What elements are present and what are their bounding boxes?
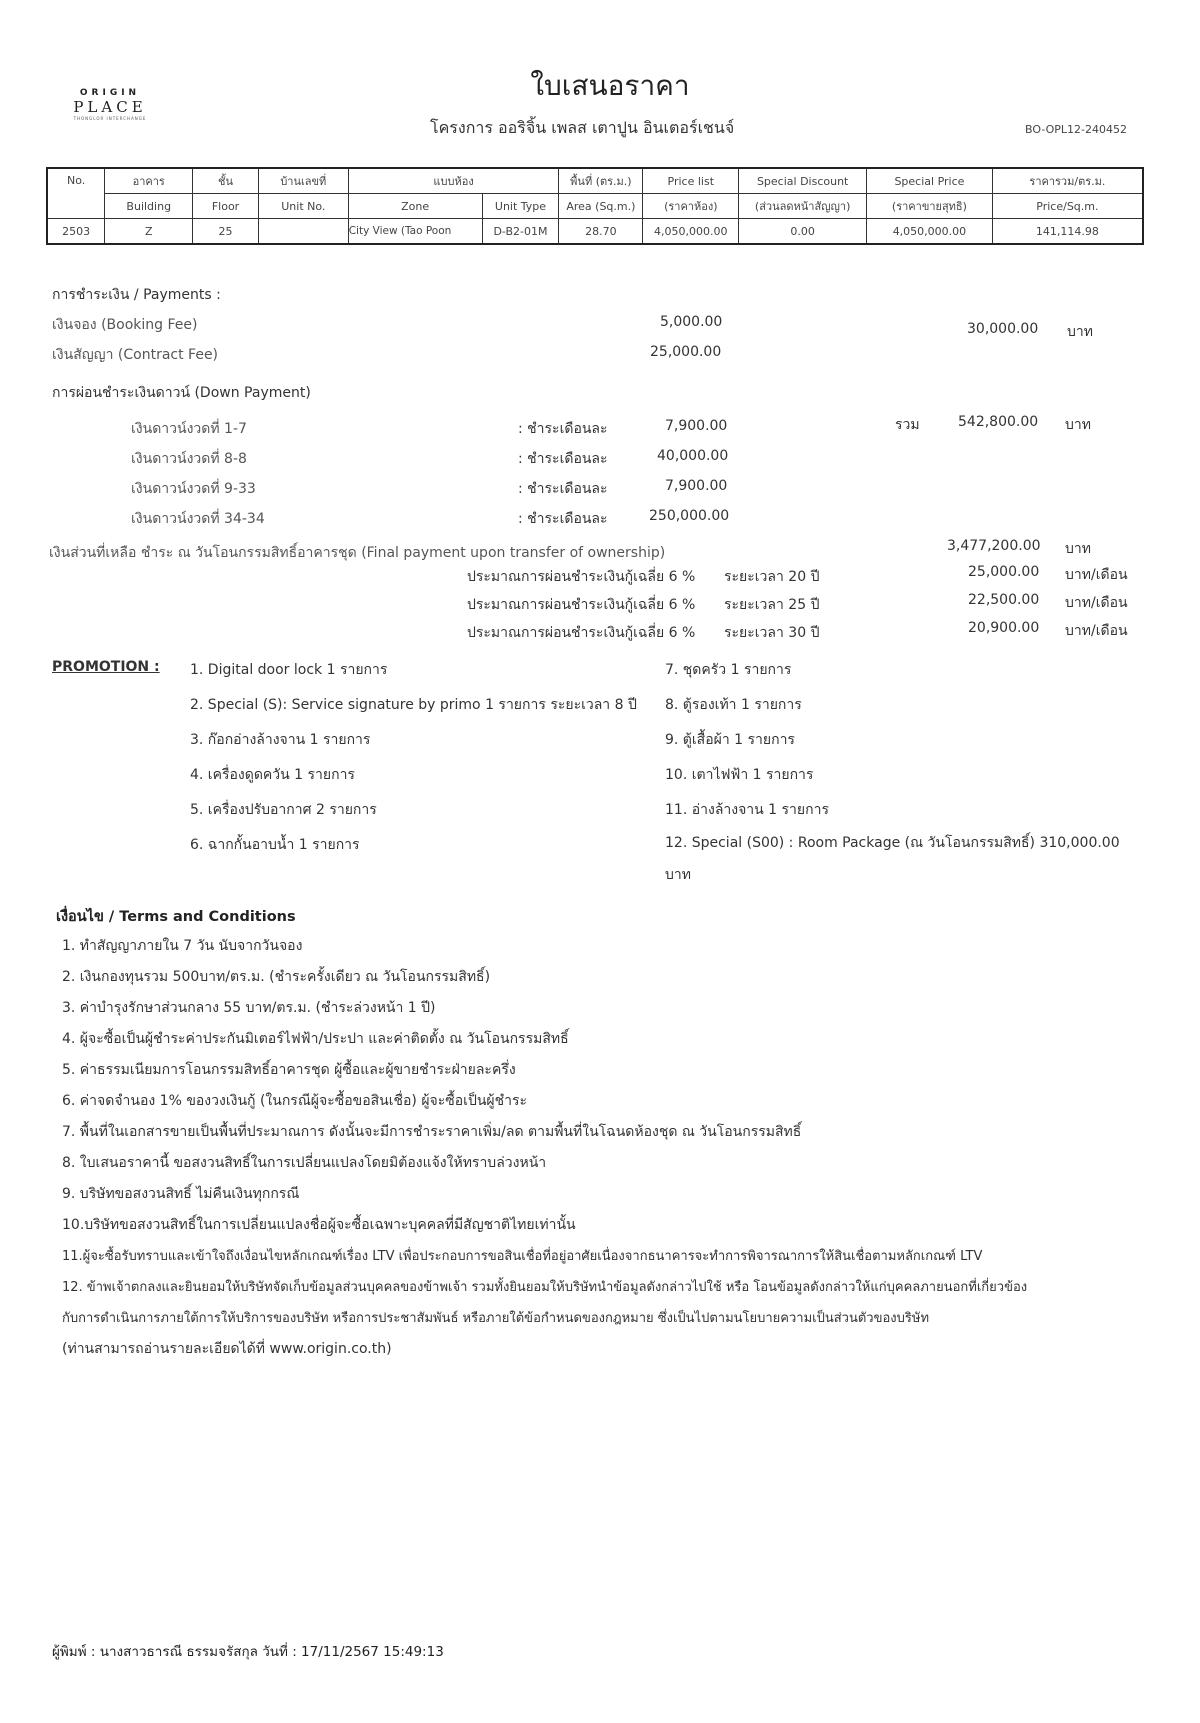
header-special-price-th: Special Price [867,168,993,194]
term-item-6: 6. ค่าจดจำนอง 1% ของวงเงินกู้ (ในกรณีผู้จะซื้อขอสินเชื่อ) ผู้จะซื้อเป็นผู้ชำระ [62,1093,528,1109]
down-payment-heading: การผ่อนชำระเงินดาวน์ (Down Payment) [52,385,311,401]
term-item-3: 3. ค่าบำรุงรักษาส่วนกลาง 55 บาท/ตร.ม. (ชำระล่วงหน้า 1 ปี) [62,1000,436,1016]
promo-item-12: 12. Special (S00) : Room Package (ณ วันโอนกรรมสิทธิ์) 310,000.00 [665,835,1120,851]
loan-amount-2: 22,500.00 [968,592,1040,608]
header-discount-th: Special Discount [739,168,867,194]
promo-item-2: 2. Special (S): Service signature by primo 1 รายการ ระยะเวลา 8 ปี [190,697,637,713]
cell-discount: 0.00 [739,219,867,245]
monthly-label-3: : ชำระเดือนละ [518,481,608,497]
promo-item-3: 3. ก๊อกอ่างล้างจาน 1 รายการ [190,732,371,748]
promo-item-7: 7. ชุดครัว 1 รายการ [665,662,792,678]
term-item-11: 11.ผู้จะซื้อรับทราบและเข้าใจถึงเงื่อนไขหลักเกณฑ์เรื่อง LTV เพื่อประกอบการขอสินเชื่อที่อยู่อาศัยเนื่องจากธนาคารจะทำการพิจารณาการให้สินเชื่อตามหลักเกณฑ์ LTV [62,1249,983,1264]
cell-building: Z [105,219,193,245]
table-header-row-en [47,194,1143,219]
term-item-9: 9. บริษัทขอสงวนสิทธิ์ ไม่คืนเงินทุกกรณี [62,1186,300,1202]
cell-no: 2503 [47,219,105,245]
per-month-1: บาท/เดือน [1065,567,1128,583]
table-row [47,219,1143,245]
term-item-7: 7. พื้นที่ในเอกสารขายเป็นพื้นที่ประมาณการ ดังนั้นจะมีการชำระราคาเพิ่ม/ลด ตามพื้นที่ในโฉนดห้องชุด ณ วันโอนกรรมสิทธิ์ [62,1124,802,1140]
header-unit-th: บ้านเลขที่ [258,168,348,194]
term-website-note: (ท่านสามารถอ่านรายละเอียดได้ที่ www.origin.co.th) [62,1341,392,1357]
down-label-1: เงินดาวน์งวดที่ 1-7 [131,421,247,437]
down-amount-2: 40,000.00 [657,448,729,464]
cell-price-sqm: 141,114.98 [992,219,1143,245]
page-title: ใบเสนอราคา [530,69,690,102]
loan-period-3: ระยะเวลา 30 ปี [724,625,820,641]
cell-unit [258,219,348,245]
final-payment-label: เงินส่วนที่เหลือ ชำระ ณ วันโอนกรรมสิทธิ์อาคารชุด (Final payment upon transfer of ownership) [49,545,666,561]
project-name: โครงการ ออริจิ้น เพลส เตาปูน อินเตอร์เชนจ์ [430,118,735,137]
header-pricelist-en: (ราคาห้อง) [643,194,739,219]
down-label-4: เงินดาวน์งวดที่ 34-34 [131,511,265,527]
header-price-sqm-en: Price/Sq.m. [992,194,1143,219]
currency-baht-down: บาท [1065,417,1091,433]
promo-item-1: 1. Digital door lock 1 รายการ [190,662,388,678]
header-zone: Zone [348,194,482,219]
header-price-sqm-th: ราคารวม/ตร.ม. [992,168,1143,194]
header-floor-en: Floor [193,194,259,219]
loan-label-3: ประมาณการผ่อนชำระเงินกู้เฉลี่ย 6 % [467,625,696,641]
table-header-row-th [47,168,1143,194]
cell-unit-type: D-B2-01M [482,219,559,245]
promo-item-11: 11. อ่างล้างจาน 1 รายการ [665,802,829,818]
cell-area: 28.70 [559,219,643,245]
term-item-5: 5. ค่าธรรมเนียมการโอนกรรมสิทธิ์อาคารชุด ผู้ซื้อและผู้ขายชำระฝ่ายละครึ่ง [62,1062,516,1078]
header-room-type-th: แบบห้อง [348,168,559,194]
down-total-amount: 542,800.00 [958,414,1039,430]
loan-period-1: ระยะเวลา 20 ปี [724,569,820,585]
term-item-12-cont: กับการดำเนินการภายใต้การให้บริการของบริษัท หรือการประชาสัมพันธ์ หรือภายใต้ข้อกำหนดของกฎหมาย ซึ่งเป็นไปตามนโยบายความเป็นส่วนตัวของบริษัท [62,1311,930,1326]
header-no: No. [47,168,105,219]
promo-item-10: 10. เตาไฟฟ้า 1 รายการ [665,767,814,783]
terms-heading: เงื่อนไข / Terms and Conditions [56,909,296,925]
booking-fee-amount: 5,000.00 [660,314,723,330]
loan-period-2: ระยะเวลา 25 ปี [724,597,820,613]
logo-line1: ORIGIN [79,88,141,98]
promo-item-4: 4. เครื่องดูดควัน 1 รายการ [190,767,355,783]
per-month-3: บาท/เดือน [1065,623,1128,639]
term-item-1: 1. ทำสัญญาภายใน 7 วัน นับจากวันจอง [62,938,303,954]
cell-special-price: 4,050,000.00 [867,219,993,245]
printed-by-footer: ผู้พิมพ์ : นางสาวธารณี ธรรมจรัสกุล วันที่ : 17/11/2567 15:49:13 [52,1644,444,1660]
promo-item-6: 6. ฉากกั้นอาบน้ำ 1 รายการ [190,837,360,853]
down-amount-3: 7,900.00 [665,478,728,494]
promo-item-12-cont: บาท [665,867,691,883]
header-area-th: พื้นที่ (ตร.ม.) [559,168,643,194]
header-special-price-en: (ราคาขายสุทธิ) [867,194,993,219]
currency-baht: บาท [1067,324,1093,340]
header-area-en: Area (Sq.m.) [559,194,643,219]
cell-zone: City View (Tao Poon [348,219,482,245]
header-floor-th: ชั้น [193,168,259,194]
quotation-table [46,167,1144,245]
logo-line2: PLACE [73,98,147,116]
payments-heading: การชำระเงิน / Payments : [52,287,221,303]
booking-fee-label: เงินจอง (Booking Fee) [52,317,198,333]
term-item-2: 2. เงินกองทุนรวม 500บาท/ตร.ม. (ชำระครั้งเดียว ณ วันโอนกรรมสิทธิ์) [62,969,491,985]
monthly-label-4: : ชำระเดือนละ [518,511,608,527]
contract-fee-label: เงินสัญญา (Contract Fee) [52,347,219,363]
promo-item-9: 9. ตู้เสื้อผ้า 1 รายการ [665,732,795,748]
term-item-4: 4. ผู้จะซื้อเป็นผู้ชำระค่าประกันมิเตอร์ไฟฟ้า/ประปา และค่าติดตั้ง ณ วันโอนกรรมสิทธิ์ [62,1031,569,1047]
contract-fee-amount: 25,000.00 [650,344,722,360]
header-discount-en: (ส่วนลดหน้าสัญญา) [739,194,867,219]
loan-label-1: ประมาณการผ่อนชำระเงินกู้เฉลี่ย 6 % [467,569,696,585]
loan-amount-3: 20,900.00 [968,620,1040,636]
header-building-th: อาคาร [105,168,193,194]
down-amount-4: 250,000.00 [649,508,730,524]
monthly-label-1: : ชำระเดือนละ [518,421,608,437]
promo-item-5: 5. เครื่องปรับอากาศ 2 รายการ [190,802,377,818]
term-item-8: 8. ใบเสนอราคานี้ ขอสงวนสิทธิ์ในการเปลี่ยนแปลงโดยมิต้องแจ้งให้ทราบล่วงหน้า [62,1155,547,1171]
promotion-label: PROMOTION : [52,659,160,675]
loan-label-2: ประมาณการผ่อนชำระเงินกู้เฉลี่ย 6 % [467,597,696,613]
header-unit-en: Unit No. [258,194,348,219]
per-month-2: บาท/เดือน [1065,595,1128,611]
booking-contract-subtotal: 30,000.00 [967,321,1039,337]
cell-pricelist: 4,050,000.00 [643,219,739,245]
header-unit-type: Unit Type [482,194,559,219]
currency-baht-final: บาท [1065,541,1091,557]
logo-line3: THONGLOR INTERCHANGE [73,116,147,121]
loan-amount-1: 25,000.00 [968,564,1040,580]
monthly-label-2: : ชำระเดือนละ [518,451,608,467]
down-label-3: เงินดาวน์งวดที่ 9-33 [131,481,256,497]
cell-floor: 25 [193,219,259,245]
document-number: BO-OPL12-240452 [1025,123,1127,136]
header-pricelist-th: Price list [643,168,739,194]
promo-item-8: 8. ตู้รองเท้า 1 รายการ [665,697,802,713]
down-label-2: เงินดาวน์งวดที่ 8-8 [131,451,247,467]
down-total-label: รวม [895,417,920,433]
final-payment-amount: 3,477,200.00 [947,538,1041,554]
header-building-en: Building [105,194,193,219]
term-item-12: 12. ข้าพเจ้าตกลงและยินยอมให้บริษัทจัดเก็บข้อมูลส่วนบุคคลของข้าพเจ้า รวมทั้งยินยอมให้บริษัทนำข้อมูลดังกล่าวไปใช้ หรือ โอนข้อมูลดังกล่าวให้แก่บุคคลภายนอกที่เกี่ยวข้อง [62,1280,1028,1295]
term-item-10: 10.บริษัทขอสงวนสิทธิ์ในการเปลี่ยนแปลงชื่อผู้จะซื้อเฉพาะบุคคลที่มีสัญชาติไทยเท่านั้น [62,1217,576,1233]
down-amount-1: 7,900.00 [665,418,728,434]
